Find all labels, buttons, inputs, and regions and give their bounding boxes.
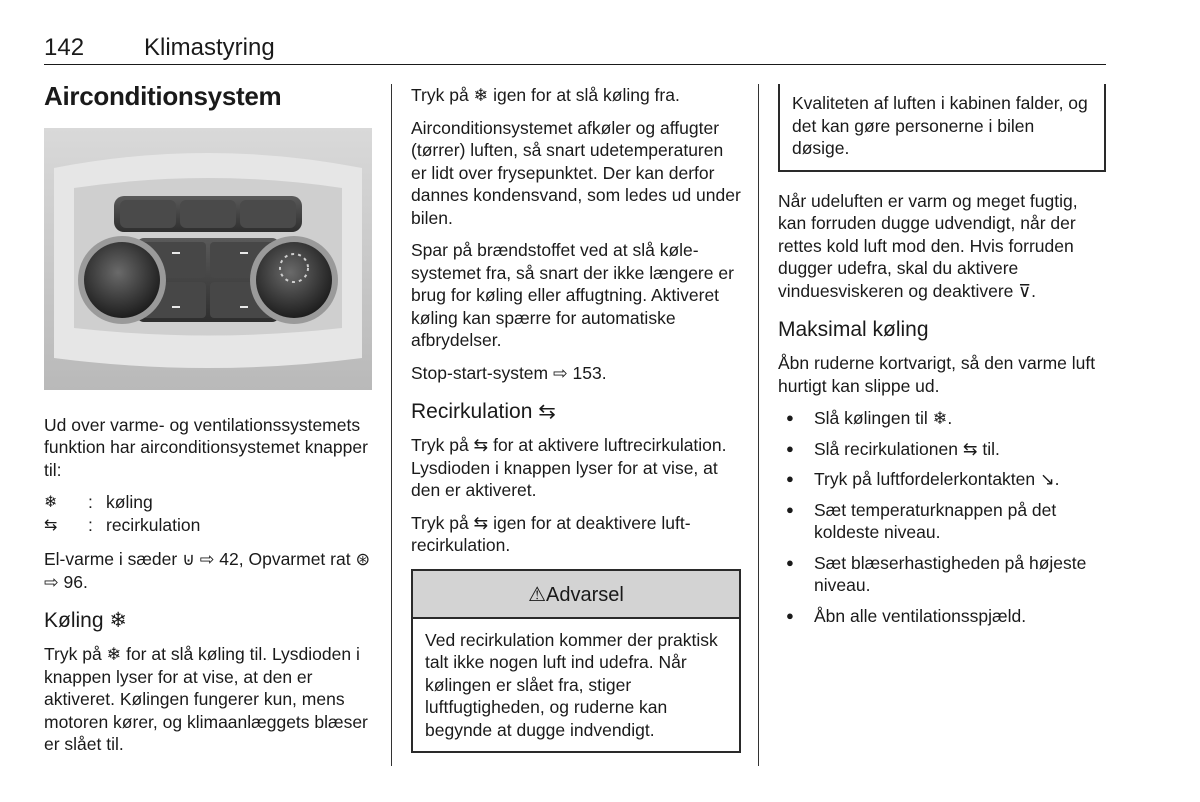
- header-rule: [44, 64, 1106, 65]
- list-item: ● Slå kølingen til ❄.: [778, 407, 1106, 430]
- snowflake-icon: ❄: [44, 492, 58, 511]
- list-item: ● Sæt temperaturknappen på det koldeste niveau.: [778, 499, 1106, 544]
- col2-p2: Airconditionsystemet afkøler og affugter (tørrer) luften, så snart udetemperaturen er lidt over frysepunktet. Der kan derfor dannes kondensvand, som ledes ud under bilen.: [411, 117, 741, 228]
- col2-p1: Tryk på ❄ igen for at slå køling fra.: [411, 85, 680, 105]
- intro-text: Ud over varme- og ventilationssystemets funktion har airconditionsystemet knapper til:: [44, 414, 368, 480]
- key-colon: :: [88, 514, 93, 535]
- max-cooling-heading: Maksimal køling: [778, 318, 929, 341]
- key-row-cooling: [44, 491, 374, 514]
- column-3: [778, 84, 1106, 635]
- key-list: [44, 491, 374, 536]
- list-item: ● Sæt blæserhastigheden på højeste niveau.: [778, 552, 1106, 597]
- section-title: Airconditionsystem: [44, 81, 282, 111]
- chapter-title: Klimastyring: [144, 34, 275, 61]
- max-cooling-intro: Åbn ruderne kortvarigt, så den varme luft hurtigt kan slippe ud.: [778, 353, 1096, 396]
- column-2: [411, 84, 741, 753]
- elvarme-text: El-varme i sæder ⊍ ⇨ 42, Opvarmet rat ⊛ ⇨ 96.: [44, 549, 371, 592]
- list-item: ● Tryk på luftfordelerkontakten ↘.: [778, 468, 1106, 491]
- column-divider-1: [391, 84, 392, 766]
- recirc-p2: Tryk på ⇆ igen for at deaktivere luftrecirkulation.: [411, 512, 691, 555]
- list-item: ● Åbn alle ventilationsspjæld.: [778, 605, 1106, 628]
- col3-p1: Når udeluften er varm og meget fugtig, kan forruden dugge udvendigt, når der rettes kold luft mod den. Hvis forruden dugger udefra, skal du aktivere vinduesviskeren og deaktivere ⊽.: [778, 190, 1078, 301]
- warning-box: [411, 569, 741, 754]
- warning-text: Ved recirkulation kommer der praktisk talt ikke nogen luft ind udefra. Når kølingen er slået fra, stiger luftfugtigheden, og ruderne kan begynde at dugge indvendigt.: [425, 629, 718, 740]
- recirc-heading: Recirkulation ⇆: [411, 400, 556, 423]
- page-header: [44, 34, 275, 62]
- key-row-recirc: [44, 514, 374, 537]
- cooling-text: Tryk på ❄ for at slå køling til. Lysdioden i knappen lyser for at vise, at den er aktiveret. Kølingen fungerer kun, mens motoren kører, og klimaanlæggets blæser er slået til.: [44, 644, 368, 754]
- key-label-recirc: recirkulation: [106, 514, 201, 535]
- max-cooling-list: [778, 407, 1106, 627]
- col2-p3: Spar på brændstoffet ved at slå kølesystemet fra, så snart der ikke længere er brug for køling eller affugtning. Aktiveret køling kan spærre for automatiske afbrydelser.: [411, 240, 734, 350]
- column-divider-2: [758, 84, 759, 766]
- key-label-cooling: køling: [106, 492, 153, 512]
- warning-title: ⚠Advarsel: [413, 571, 739, 619]
- column-1: [44, 78, 374, 766]
- climate-control-panel-photo: [44, 128, 372, 390]
- warning-note: Kvaliteten af luften i kabinen falder, og det kan gøre personerne i bilen døsige.: [778, 84, 1106, 172]
- list-item: ● Slå recirkulationen ⇆ til.: [778, 438, 1106, 461]
- page-number: 142: [44, 34, 85, 61]
- col2-p4: Stop-start-system ⇨ 153.: [411, 362, 607, 383]
- cooling-heading: Køling ❄: [44, 609, 127, 632]
- key-colon: :: [88, 492, 93, 512]
- recirculation-icon: ⇆: [44, 514, 58, 534]
- recirc-p1: Tryk på ⇆ for at aktivere luftrecirkulation. Lysdioden i knappen lyser for at vise, at den er aktiveret.: [411, 435, 727, 500]
